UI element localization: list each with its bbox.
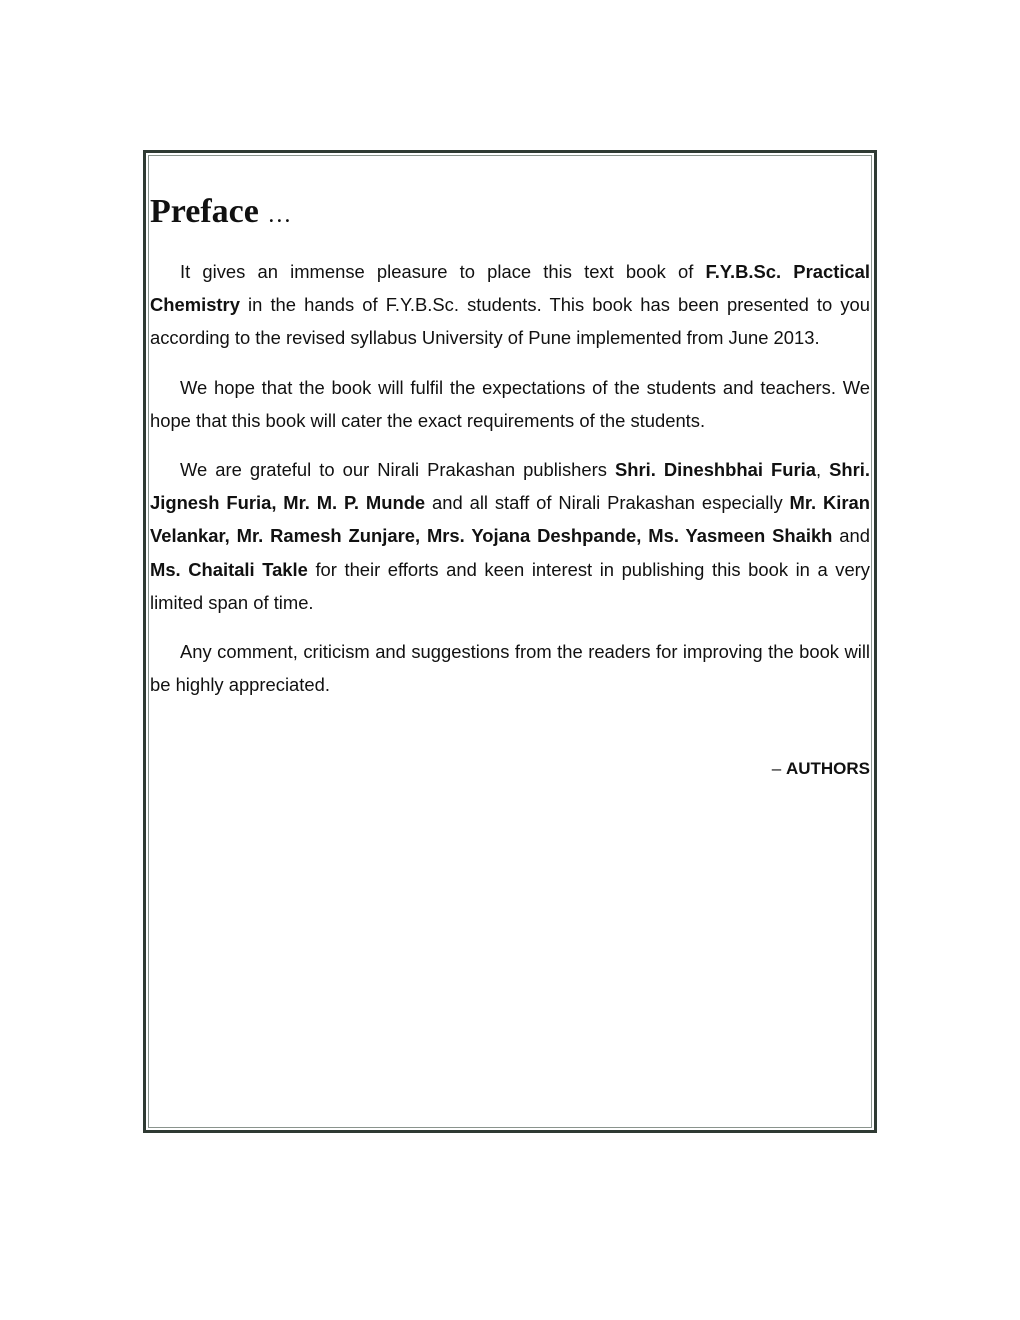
publisher-name-1: Shri. Dineshbhai Furia [614, 459, 816, 481]
paragraph-3 [150, 453, 870, 619]
title-ellipsis: … [267, 202, 292, 228]
paragraph-1-text-cont: in the hands of F.Y.B.Sc. students. This book has been presented to you according to the revised syllabus University of Pune implemented from June 2013. [150, 294, 870, 349]
paragraph-1 [150, 255, 870, 355]
paragraph-3-text-cont: and all staff of Nirali Prakashan especially [425, 492, 790, 514]
conjunction-and: and [832, 525, 870, 547]
staff-name-last: Ms. Chaitali Takle [150, 558, 308, 580]
publisher-names-2: Shri. Jignesh Furia, Mr. M. P. Munde [150, 459, 870, 514]
preface-content [150, 192, 870, 781]
staff-names: Mr. Kiran Velankar, Mr. Ramesh Zunjare, Mrs. Yojana Deshpande, Ms. Yasmeen Shaikh [150, 492, 870, 547]
title-text: Preface [150, 193, 259, 230]
paragraph-3-text-end: for their efforts and keen interest in publishing this book in a very limited span of time. [150, 558, 870, 613]
page-title [150, 192, 870, 235]
signoff [150, 757, 870, 781]
book-title-bold: F.Y.B.Sc. Practical Chemistry [150, 261, 870, 316]
paragraph-4 [150, 635, 870, 701]
signoff-dash: – [771, 759, 786, 779]
paragraph-1-text: It gives an immense pleasure to place this text book of [180, 261, 706, 282]
paragraph-4-text: Any comment, criticism and suggestions from the readers for improving the book will be highly appreciated. [150, 641, 870, 696]
separator-comma: , [815, 459, 830, 481]
paragraph-2-text: We hope that the book will fulfil the expectations of the students and teachers. We hope that this book will cater the exact requirements of the students. [150, 376, 870, 431]
signoff-authors: AUTHORS [785, 759, 870, 779]
paragraph-3-text: We are grateful to our Nirali Prakashan publishers [180, 459, 615, 481]
paragraph-2 [150, 371, 870, 437]
